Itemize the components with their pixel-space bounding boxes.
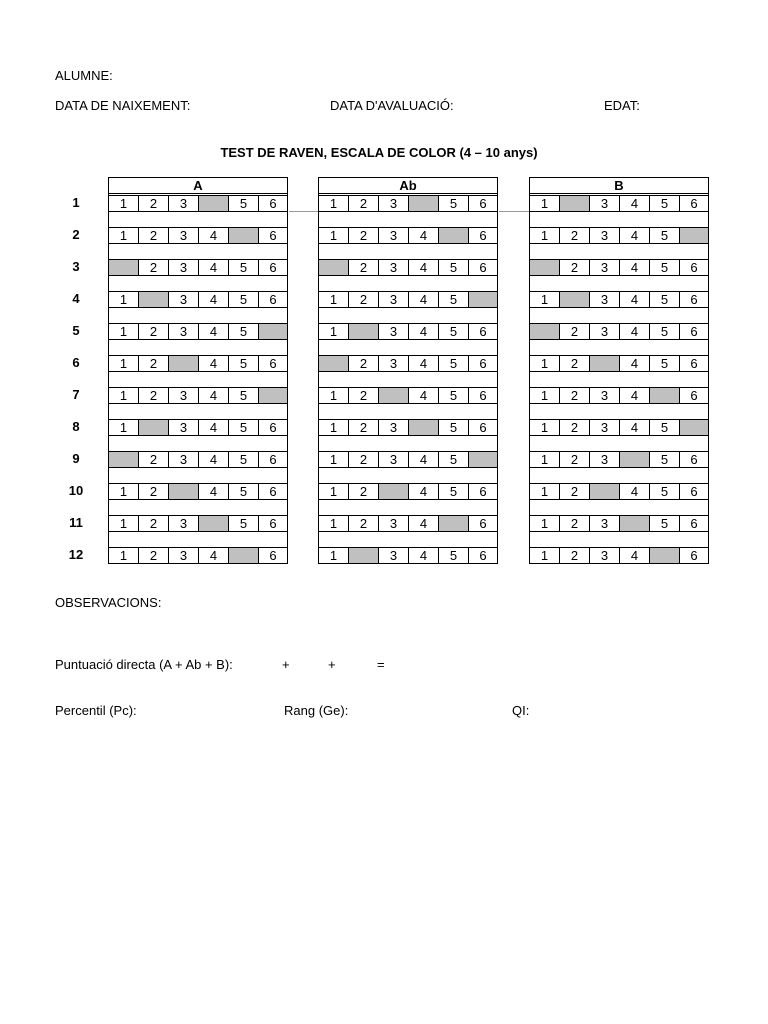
row-number: 1 — [72, 195, 80, 210]
answer-row — [109, 483, 287, 500]
answer-cell: 2 — [560, 260, 590, 275]
answer-row — [109, 451, 287, 468]
answer-cell: 5 — [229, 452, 259, 467]
range-label: Rang (Ge): — [284, 703, 349, 718]
answer-cell: 2 — [139, 484, 169, 499]
answer-row — [530, 195, 708, 212]
answer-cell: 5 — [439, 420, 469, 435]
answer-cell-marked — [469, 292, 497, 307]
answer-cell: 2 — [349, 452, 379, 467]
answer-cell: 6 — [479, 516, 487, 531]
answer-cell-marked — [109, 452, 139, 467]
answer-cell: 1 — [530, 292, 560, 307]
answer-cell: 4 — [199, 388, 229, 403]
answer-row — [109, 227, 287, 244]
answer-cell: 4 — [620, 260, 650, 275]
answer-sheet-b — [529, 177, 709, 564]
answer-cell: 1 — [530, 388, 560, 403]
answer-row — [530, 259, 708, 276]
answer-cell: 4 — [409, 356, 439, 371]
answer-cell: 1 — [319, 324, 349, 339]
answer-cell: 1 — [319, 292, 349, 307]
answer-cell-marked — [259, 324, 287, 339]
answer-cell: 3 — [169, 548, 199, 563]
answer-row — [530, 323, 708, 340]
answer-cell: 4 — [199, 548, 229, 563]
answer-cell: 5 — [650, 516, 680, 531]
answer-cell: 3 — [379, 548, 409, 563]
answer-cell: 5 — [439, 452, 469, 467]
answer-cell-marked — [530, 260, 560, 275]
answer-cell: 2 — [139, 324, 169, 339]
answer-row — [319, 227, 497, 244]
answer-cell: 4 — [199, 452, 229, 467]
answer-cell: 1 — [109, 196, 139, 211]
answer-cell: 2 — [349, 228, 379, 243]
answer-cell: 5 — [439, 484, 469, 499]
answer-cell: 1 — [530, 484, 560, 499]
answer-cell: 1 — [109, 484, 139, 499]
answer-cell: 5 — [229, 324, 259, 339]
row-number: 10 — [68, 483, 84, 498]
answer-cell: 6 — [479, 420, 487, 435]
answer-cell: 6 — [479, 356, 487, 371]
sheet-header: Ab — [319, 178, 497, 194]
answer-cell: 2 — [139, 548, 169, 563]
answer-cell-marked — [590, 356, 620, 371]
answer-cell: 4 — [199, 324, 229, 339]
answer-cell: 2 — [139, 260, 169, 275]
answer-cell: 1 — [319, 420, 349, 435]
answer-cell: 1 — [530, 420, 560, 435]
answer-cell: 2 — [560, 324, 590, 339]
answer-cell: 3 — [590, 388, 620, 403]
answer-cell-marked — [349, 548, 379, 563]
answer-cell: 3 — [590, 516, 620, 531]
answer-cell: 4 — [409, 516, 439, 531]
student-label: ALUMNE: — [55, 68, 113, 83]
answer-cell: 4 — [409, 548, 439, 563]
answer-cell: 5 — [650, 228, 680, 243]
answer-row — [109, 387, 287, 404]
answer-cell-marked — [439, 516, 469, 531]
answer-cell-marked — [560, 196, 590, 211]
answer-cell: 2 — [349, 292, 379, 307]
answer-cell: 4 — [409, 260, 439, 275]
answer-cell: 5 — [650, 420, 680, 435]
answer-cell: 5 — [650, 196, 680, 211]
row-number: 11 — [69, 515, 83, 530]
answer-cell: 5 — [439, 548, 469, 563]
answer-cell: 3 — [169, 260, 199, 275]
answer-cell-marked — [259, 388, 287, 403]
connector-line — [289, 211, 318, 212]
answer-cell-marked — [680, 228, 708, 243]
answer-cell: 4 — [199, 260, 229, 275]
answer-cell-marked — [409, 420, 439, 435]
birth-date-label: DATA DE NAIXEMENT: — [55, 98, 191, 113]
answer-cell: 3 — [169, 452, 199, 467]
answer-cell: 1 — [319, 516, 349, 531]
answer-cell: 2 — [139, 196, 169, 211]
evaluation-date-label: DATA D'AVALUACIÓ: — [330, 98, 454, 113]
answer-cell: 6 — [269, 484, 277, 499]
answer-cell: 2 — [560, 388, 590, 403]
answer-cell: 5 — [439, 324, 469, 339]
answer-cell: 2 — [560, 484, 590, 499]
answer-cell-marked — [379, 388, 409, 403]
answer-cell-marked — [349, 324, 379, 339]
row-number: 2 — [72, 227, 80, 242]
answer-cell: 6 — [690, 452, 698, 467]
answer-row — [109, 323, 287, 340]
answer-cell: 5 — [229, 420, 259, 435]
answer-cell: 2 — [560, 548, 590, 563]
answer-cell: 4 — [620, 388, 650, 403]
answer-cell: 2 — [560, 420, 590, 435]
answer-cell: 2 — [349, 196, 379, 211]
answer-cell-marked — [169, 356, 199, 371]
answer-row — [319, 323, 497, 340]
answer-cell: 6 — [479, 324, 487, 339]
answer-cell: 1 — [109, 388, 139, 403]
answer-cell: 6 — [690, 260, 698, 275]
answer-row — [109, 355, 287, 372]
answer-cell: 1 — [109, 548, 139, 563]
answer-row — [319, 355, 497, 372]
answer-cell: 6 — [690, 356, 698, 371]
answer-cell-marked — [109, 260, 139, 275]
answer-cell: 1 — [530, 356, 560, 371]
answer-cell-marked — [319, 356, 349, 371]
answer-cell: 4 — [620, 292, 650, 307]
answer-cell: 1 — [530, 452, 560, 467]
answer-cell: 6 — [479, 196, 487, 211]
answer-row — [319, 387, 497, 404]
answer-cell: 6 — [479, 228, 487, 243]
answer-cell: 3 — [379, 260, 409, 275]
answer-cell: 4 — [199, 228, 229, 243]
answer-cell: 3 — [379, 356, 409, 371]
answer-cell: 6 — [690, 484, 698, 499]
answer-cell: 6 — [269, 196, 277, 211]
answer-cell: 1 — [530, 516, 560, 531]
answer-cell: 6 — [269, 548, 277, 563]
answer-cell: 4 — [620, 548, 650, 563]
answer-cell-marked — [199, 196, 229, 211]
answer-row — [319, 515, 497, 532]
answer-cell-marked — [409, 196, 439, 211]
answer-cell: 3 — [590, 228, 620, 243]
answer-cell: 1 — [109, 292, 139, 307]
equals-sign: = — [377, 657, 385, 672]
answer-cell: 5 — [229, 388, 259, 403]
answer-cell: 5 — [439, 292, 469, 307]
answer-cell: 2 — [139, 516, 169, 531]
answer-row — [109, 291, 287, 308]
answer-cell: 3 — [169, 228, 199, 243]
answer-cell: 2 — [349, 388, 379, 403]
answer-cell: 4 — [409, 484, 439, 499]
answer-row — [319, 259, 497, 276]
answer-cell: 4 — [199, 420, 229, 435]
answer-cell: 2 — [349, 420, 379, 435]
answer-cell: 6 — [690, 548, 698, 563]
answer-cell: 3 — [379, 228, 409, 243]
answer-cell-marked — [229, 228, 259, 243]
answer-cell: 4 — [199, 484, 229, 499]
answer-cell-marked — [590, 484, 620, 499]
answer-cell: 4 — [409, 324, 439, 339]
answer-row — [109, 547, 287, 564]
answer-cell: 2 — [349, 516, 379, 531]
answer-sheet-a — [108, 177, 288, 564]
answer-cell-marked — [650, 388, 680, 403]
answer-row — [530, 291, 708, 308]
answer-cell-marked — [169, 484, 199, 499]
row-number: 8 — [72, 419, 80, 434]
answer-cell: 5 — [650, 452, 680, 467]
row-number: 9 — [72, 451, 80, 466]
answer-cell: 4 — [409, 452, 439, 467]
answer-cell: 5 — [229, 196, 259, 211]
answer-cell: 5 — [439, 388, 469, 403]
answer-cell: 4 — [409, 292, 439, 307]
answer-cell: 5 — [650, 292, 680, 307]
test-title: TEST DE RAVEN, ESCALA DE COLOR (4 – 10 anys) — [220, 145, 538, 160]
answer-row — [109, 515, 287, 532]
answer-cell: 2 — [560, 356, 590, 371]
answer-cell: 6 — [269, 292, 277, 307]
answer-cell-marked — [620, 452, 650, 467]
answer-cell: 2 — [349, 356, 379, 371]
row-number: 12 — [68, 547, 84, 562]
answer-cell: 4 — [620, 420, 650, 435]
answer-cell: 3 — [590, 324, 620, 339]
answer-cell: 5 — [439, 196, 469, 211]
answer-row — [530, 387, 708, 404]
answer-cell: 4 — [409, 228, 439, 243]
row-number: 3 — [72, 259, 80, 274]
answer-row — [530, 355, 708, 372]
answer-sheet-ab — [318, 177, 498, 564]
answer-cell: 1 — [319, 196, 349, 211]
answer-row — [530, 515, 708, 532]
answer-cell: 3 — [379, 516, 409, 531]
answer-cell: 4 — [620, 196, 650, 211]
answer-cell: 4 — [199, 356, 229, 371]
answer-cell: 2 — [139, 356, 169, 371]
answer-row — [319, 195, 497, 212]
answer-cell-marked — [620, 516, 650, 531]
row-number: 4 — [72, 291, 80, 306]
answer-cell: 2 — [139, 452, 169, 467]
answer-cell: 4 — [620, 484, 650, 499]
answer-cell: 3 — [379, 452, 409, 467]
sheet-header: B — [530, 178, 708, 194]
answer-cell: 1 — [109, 324, 139, 339]
answer-cell: 6 — [479, 484, 487, 499]
answer-row — [319, 419, 497, 436]
row-number: 6 — [72, 355, 80, 370]
answer-cell: 6 — [269, 356, 277, 371]
answer-row — [109, 195, 287, 212]
answer-cell: 3 — [379, 292, 409, 307]
answer-cell: 4 — [620, 356, 650, 371]
answer-cell: 6 — [690, 324, 698, 339]
answer-cell: 6 — [479, 388, 487, 403]
answer-cell: 6 — [269, 420, 277, 435]
answer-cell: 3 — [590, 196, 620, 211]
answer-cell: 2 — [560, 516, 590, 531]
answer-row — [319, 547, 497, 564]
plus-sign: + — [282, 657, 290, 672]
answer-cell-marked — [139, 420, 169, 435]
answer-cell: 1 — [109, 228, 139, 243]
answer-cell: 1 — [319, 484, 349, 499]
answer-cell: 5 — [650, 260, 680, 275]
answer-cell: 4 — [199, 292, 229, 307]
answer-cell: 1 — [319, 388, 349, 403]
answer-cell: 6 — [479, 548, 487, 563]
answer-cell: 6 — [690, 388, 698, 403]
connector-line — [499, 211, 529, 212]
answer-cell: 5 — [439, 356, 469, 371]
answer-cell-marked — [439, 228, 469, 243]
answer-cell: 2 — [560, 452, 590, 467]
answer-cell-marked — [469, 452, 497, 467]
answer-cell: 5 — [650, 324, 680, 339]
answer-row — [319, 451, 497, 468]
answer-cell: 1 — [319, 548, 349, 563]
answer-row — [109, 259, 287, 276]
answer-cell-marked — [560, 292, 590, 307]
answer-cell: 1 — [530, 548, 560, 563]
answer-cell: 6 — [690, 292, 698, 307]
answer-cell: 3 — [590, 260, 620, 275]
answer-cell: 6 — [479, 260, 487, 275]
answer-cell-marked — [379, 484, 409, 499]
row-number: 5 — [72, 323, 80, 338]
answer-cell: 5 — [229, 516, 259, 531]
sheet-header: A — [109, 178, 287, 194]
answer-row — [530, 547, 708, 564]
answer-cell: 6 — [269, 452, 277, 467]
iq-label: QI: — [512, 703, 530, 718]
answer-cell: 2 — [560, 228, 590, 243]
answer-row — [530, 419, 708, 436]
answer-row — [319, 291, 497, 308]
answer-row — [319, 483, 497, 500]
answer-row — [530, 227, 708, 244]
answer-cell-marked — [199, 516, 229, 531]
answer-row — [530, 451, 708, 468]
answer-cell: 2 — [139, 388, 169, 403]
answer-cell-marked — [530, 324, 560, 339]
percentile-label: Percentil (Pc): — [55, 703, 137, 718]
answer-cell: 4 — [620, 324, 650, 339]
answer-cell: 3 — [590, 420, 620, 435]
answer-cell: 4 — [620, 228, 650, 243]
answer-cell: 3 — [169, 388, 199, 403]
answer-cell: 5 — [229, 484, 259, 499]
observations-label: OBSERVACIONS: — [55, 595, 162, 610]
answer-cell: 3 — [169, 324, 199, 339]
answer-cell: 3 — [590, 452, 620, 467]
answer-cell: 2 — [349, 260, 379, 275]
answer-cell: 6 — [269, 260, 277, 275]
answer-cell: 3 — [169, 516, 199, 531]
answer-cell: 3 — [590, 292, 620, 307]
answer-cell: 5 — [439, 260, 469, 275]
answer-cell-marked — [319, 260, 349, 275]
answer-cell: 5 — [229, 356, 259, 371]
answer-cell: 5 — [650, 484, 680, 499]
age-label: EDAT: — [604, 98, 640, 113]
answer-cell: 5 — [229, 260, 259, 275]
answer-cell: 1 — [319, 228, 349, 243]
answer-cell: 3 — [379, 196, 409, 211]
answer-cell-marked — [139, 292, 169, 307]
answer-cell: 5 — [650, 356, 680, 371]
answer-cell-marked — [229, 548, 259, 563]
answer-row — [530, 483, 708, 500]
answer-cell: 5 — [229, 292, 259, 307]
answer-cell: 6 — [690, 196, 698, 211]
answer-cell: 6 — [269, 516, 277, 531]
answer-cell: 3 — [169, 292, 199, 307]
answer-cell: 3 — [169, 196, 199, 211]
answer-cell: 1 — [109, 516, 139, 531]
answer-cell-marked — [680, 420, 708, 435]
answer-cell: 3 — [379, 324, 409, 339]
row-number: 7 — [72, 387, 80, 402]
answer-cell-marked — [650, 548, 680, 563]
answer-cell: 3 — [169, 420, 199, 435]
answer-cell: 2 — [349, 484, 379, 499]
answer-cell: 6 — [690, 516, 698, 531]
answer-cell: 1 — [530, 228, 560, 243]
raw-score-label: Puntuació directa (A + Ab + B): — [55, 657, 233, 672]
plus-sign: + — [328, 657, 336, 672]
answer-cell: 1 — [530, 196, 560, 211]
answer-cell: 4 — [409, 388, 439, 403]
answer-cell: 1 — [109, 356, 139, 371]
answer-cell: 6 — [269, 228, 277, 243]
answer-cell: 3 — [379, 420, 409, 435]
answer-cell: 3 — [590, 548, 620, 563]
answer-row — [109, 419, 287, 436]
answer-cell: 2 — [139, 228, 169, 243]
answer-cell: 1 — [319, 452, 349, 467]
answer-cell: 1 — [109, 420, 139, 435]
